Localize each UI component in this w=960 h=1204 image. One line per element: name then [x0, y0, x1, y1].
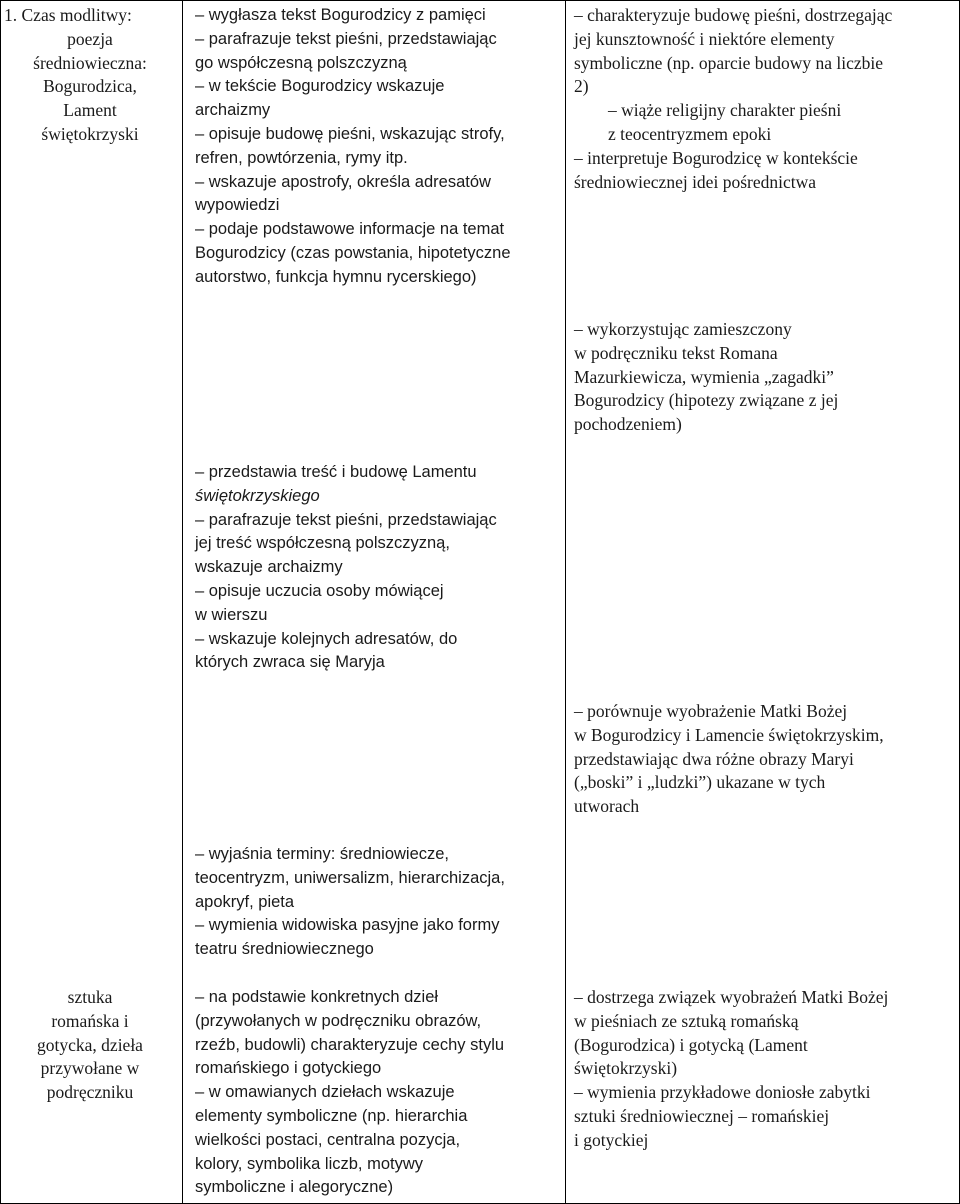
requirement-line: jej treść współczesną polszczyzną,: [195, 534, 450, 553]
extended-requirements-art: [574, 986, 954, 1153]
requirement-line: – opisuje budowę pieśni, wskazując strofy,: [195, 124, 505, 143]
requirement-line: – wymienia widowiska pasyjne jako formy: [195, 916, 500, 935]
requirement-line: – na podstawie konkretnych dzieł: [195, 988, 439, 1006]
requirement-line: – wiąże religijny charakter pieśni: [608, 100, 842, 121]
requirement-line: wielkości postaci, centralna pozycja,: [195, 1130, 461, 1149]
requirement-line: archaizmy: [195, 101, 271, 120]
requirement-line: apokryf, pieta: [195, 892, 295, 911]
requirement-line: – porównuje wyobrażenie Matki Bożej: [574, 701, 848, 721]
requirement-line: – wyjaśnia terminy: średniowiecze,: [195, 845, 450, 863]
requirement-line: (Bogurodzica) i gotycką (Lament: [574, 1034, 808, 1055]
requirement-line: – parafrazuje tekst pieśni, przedstawiając: [195, 510, 497, 529]
extended-requirements-comparison: [574, 700, 954, 819]
requirement-line: – parafrazuje tekst pieśni, przedstawiając: [195, 29, 497, 48]
requirement-line: Mazurkiewicza, wymienia „zagadki”: [574, 366, 834, 387]
basic-requirements-terms: [195, 843, 560, 962]
requirement-line: romańskiego i gotyckiego: [195, 1059, 382, 1078]
requirement-line: („boski” i „ludzki”) ukazane w tych: [574, 772, 826, 793]
requirement-line: symboliczne i alegoryczne): [195, 1178, 394, 1197]
extended-requirements-mazurkiewicz: [574, 318, 954, 437]
requirement-line: utworach: [574, 796, 640, 817]
requirement-line: – charakteryzuje budowę pieśni, dostrzegając: [574, 5, 893, 25]
topic-line: podręczniku: [46, 1082, 134, 1103]
requirement-line: – wygłasza tekst Bogurodzicy z pamięci: [195, 6, 486, 24]
requirement-line: świętokrzyski): [574, 1058, 678, 1079]
requirement-line: – wykorzystując zamieszczony: [574, 319, 792, 339]
requirement-line: w wierszu: [195, 605, 268, 624]
requirement-line: wypowiedzi: [195, 196, 280, 215]
topic-line: przywołane w: [40, 1058, 140, 1079]
requirement-line: jej kunsztowność i niektóre elementy: [574, 28, 835, 49]
requirement-line: (przywołanych w podręczniku obrazów,: [195, 1011, 482, 1030]
requirement-line: refren, powtórzenia, rymy itp.: [195, 148, 408, 167]
topic-line: poezja: [67, 28, 113, 49]
requirement-line: których zwraca się Maryja: [195, 653, 385, 672]
requirement-line: kolory, symbolika liczb, motywy: [195, 1154, 423, 1173]
basic-requirements-bogurodzica: [195, 4, 560, 290]
topic-cell-art: [0, 986, 180, 1105]
column-divider-2: [565, 0, 566, 1204]
requirement-line: teocentryzm, uniwersalizm, hierarchizacja,: [195, 868, 505, 887]
requirement-line: – wskazuje apostrofy, określa adresatów: [195, 172, 491, 191]
requirement-line: Bogurodzicy (hipotezy związane z jej: [574, 390, 839, 411]
requirement-line: – w tekście Bogurodzicy wskazuje: [195, 77, 445, 96]
requirement-line: – interpretuje Bogurodzicę w kontekście: [574, 147, 858, 168]
requirement-line: go współczesną polszczyzną: [195, 53, 407, 72]
topic-line: Lament: [63, 100, 117, 121]
requirement-line: – podaje podstawowe informacje na temat: [195, 220, 505, 239]
requirement-line: elementy symboliczne (np. hierarchia: [195, 1106, 468, 1125]
requirement-line: – wskazuje kolejnych adresatów, do: [195, 629, 458, 648]
requirement-line: – w omawianych dziełach wskazuje: [195, 1083, 455, 1102]
requirement-line: Bogurodzicy (czas powstania, hipotetyczne: [195, 243, 511, 262]
requirement-line: 2): [574, 76, 589, 97]
requirement-line: i gotyckiej: [574, 1129, 649, 1150]
topic-line: 1. Czas modlitwy:: [4, 5, 132, 25]
requirement-line: w podręczniku tekst Romana: [574, 342, 778, 363]
requirement-line: sztuki średniowiecznej – romańskiej: [574, 1105, 830, 1126]
topic-line: średniowieczna:: [33, 52, 147, 73]
topic-cell-poetry: [0, 4, 180, 147]
topic-line: gotycka, dzieła: [37, 1034, 143, 1055]
extended-requirements-bogurodzica: [574, 4, 954, 194]
requirement-line: rzeźb, budowli) charakteryzuje cechy stylu: [195, 1035, 505, 1054]
requirement-line: średniowiecznej idei pośrednictwa: [574, 171, 816, 192]
requirement-line: w pieśniach ze sztuką romańską: [574, 1010, 799, 1031]
topic-line: romańska i: [51, 1010, 129, 1031]
requirement-line: – opisuje uczucia osoby mówiącej: [195, 581, 444, 600]
basic-requirements-lament: [195, 461, 560, 675]
table-border-top: [0, 0, 960, 1]
requirement-line: przedstawiając dwa różne obrazy Maryi: [574, 748, 854, 769]
requirement-line: z teocentryzmem epoki: [608, 123, 772, 144]
topic-line: sztuka: [67, 987, 113, 1007]
basic-requirements-art: [195, 986, 560, 1200]
requirement-line: teatru średniowiecznego: [195, 940, 374, 959]
requirement-line: autorstwo, funkcja hymnu rycerskiego): [195, 267, 477, 286]
requirement-line: świętokrzyskiego: [195, 486, 320, 505]
requirement-line: pochodzeniem): [574, 414, 682, 435]
column-divider-1: [182, 0, 183, 1204]
requirement-line: w Bogurodzicy i Lamencie świętokrzyskim,: [574, 724, 884, 745]
topic-line: Bogurodzica,: [43, 76, 137, 97]
requirement-line: wskazuje archaizmy: [195, 558, 343, 577]
requirement-line: – przedstawia treść i budowę Lamentu: [195, 463, 477, 481]
topic-line: świętokrzyski: [41, 123, 139, 144]
requirement-line: – wymienia przykładowe doniosłe zabytki: [574, 1082, 871, 1103]
requirement-line: – dostrzega związek wyobrażeń Matki Bożej: [574, 987, 889, 1007]
requirement-line: symboliczne (np. oparcie budowy na liczbie: [574, 52, 884, 73]
